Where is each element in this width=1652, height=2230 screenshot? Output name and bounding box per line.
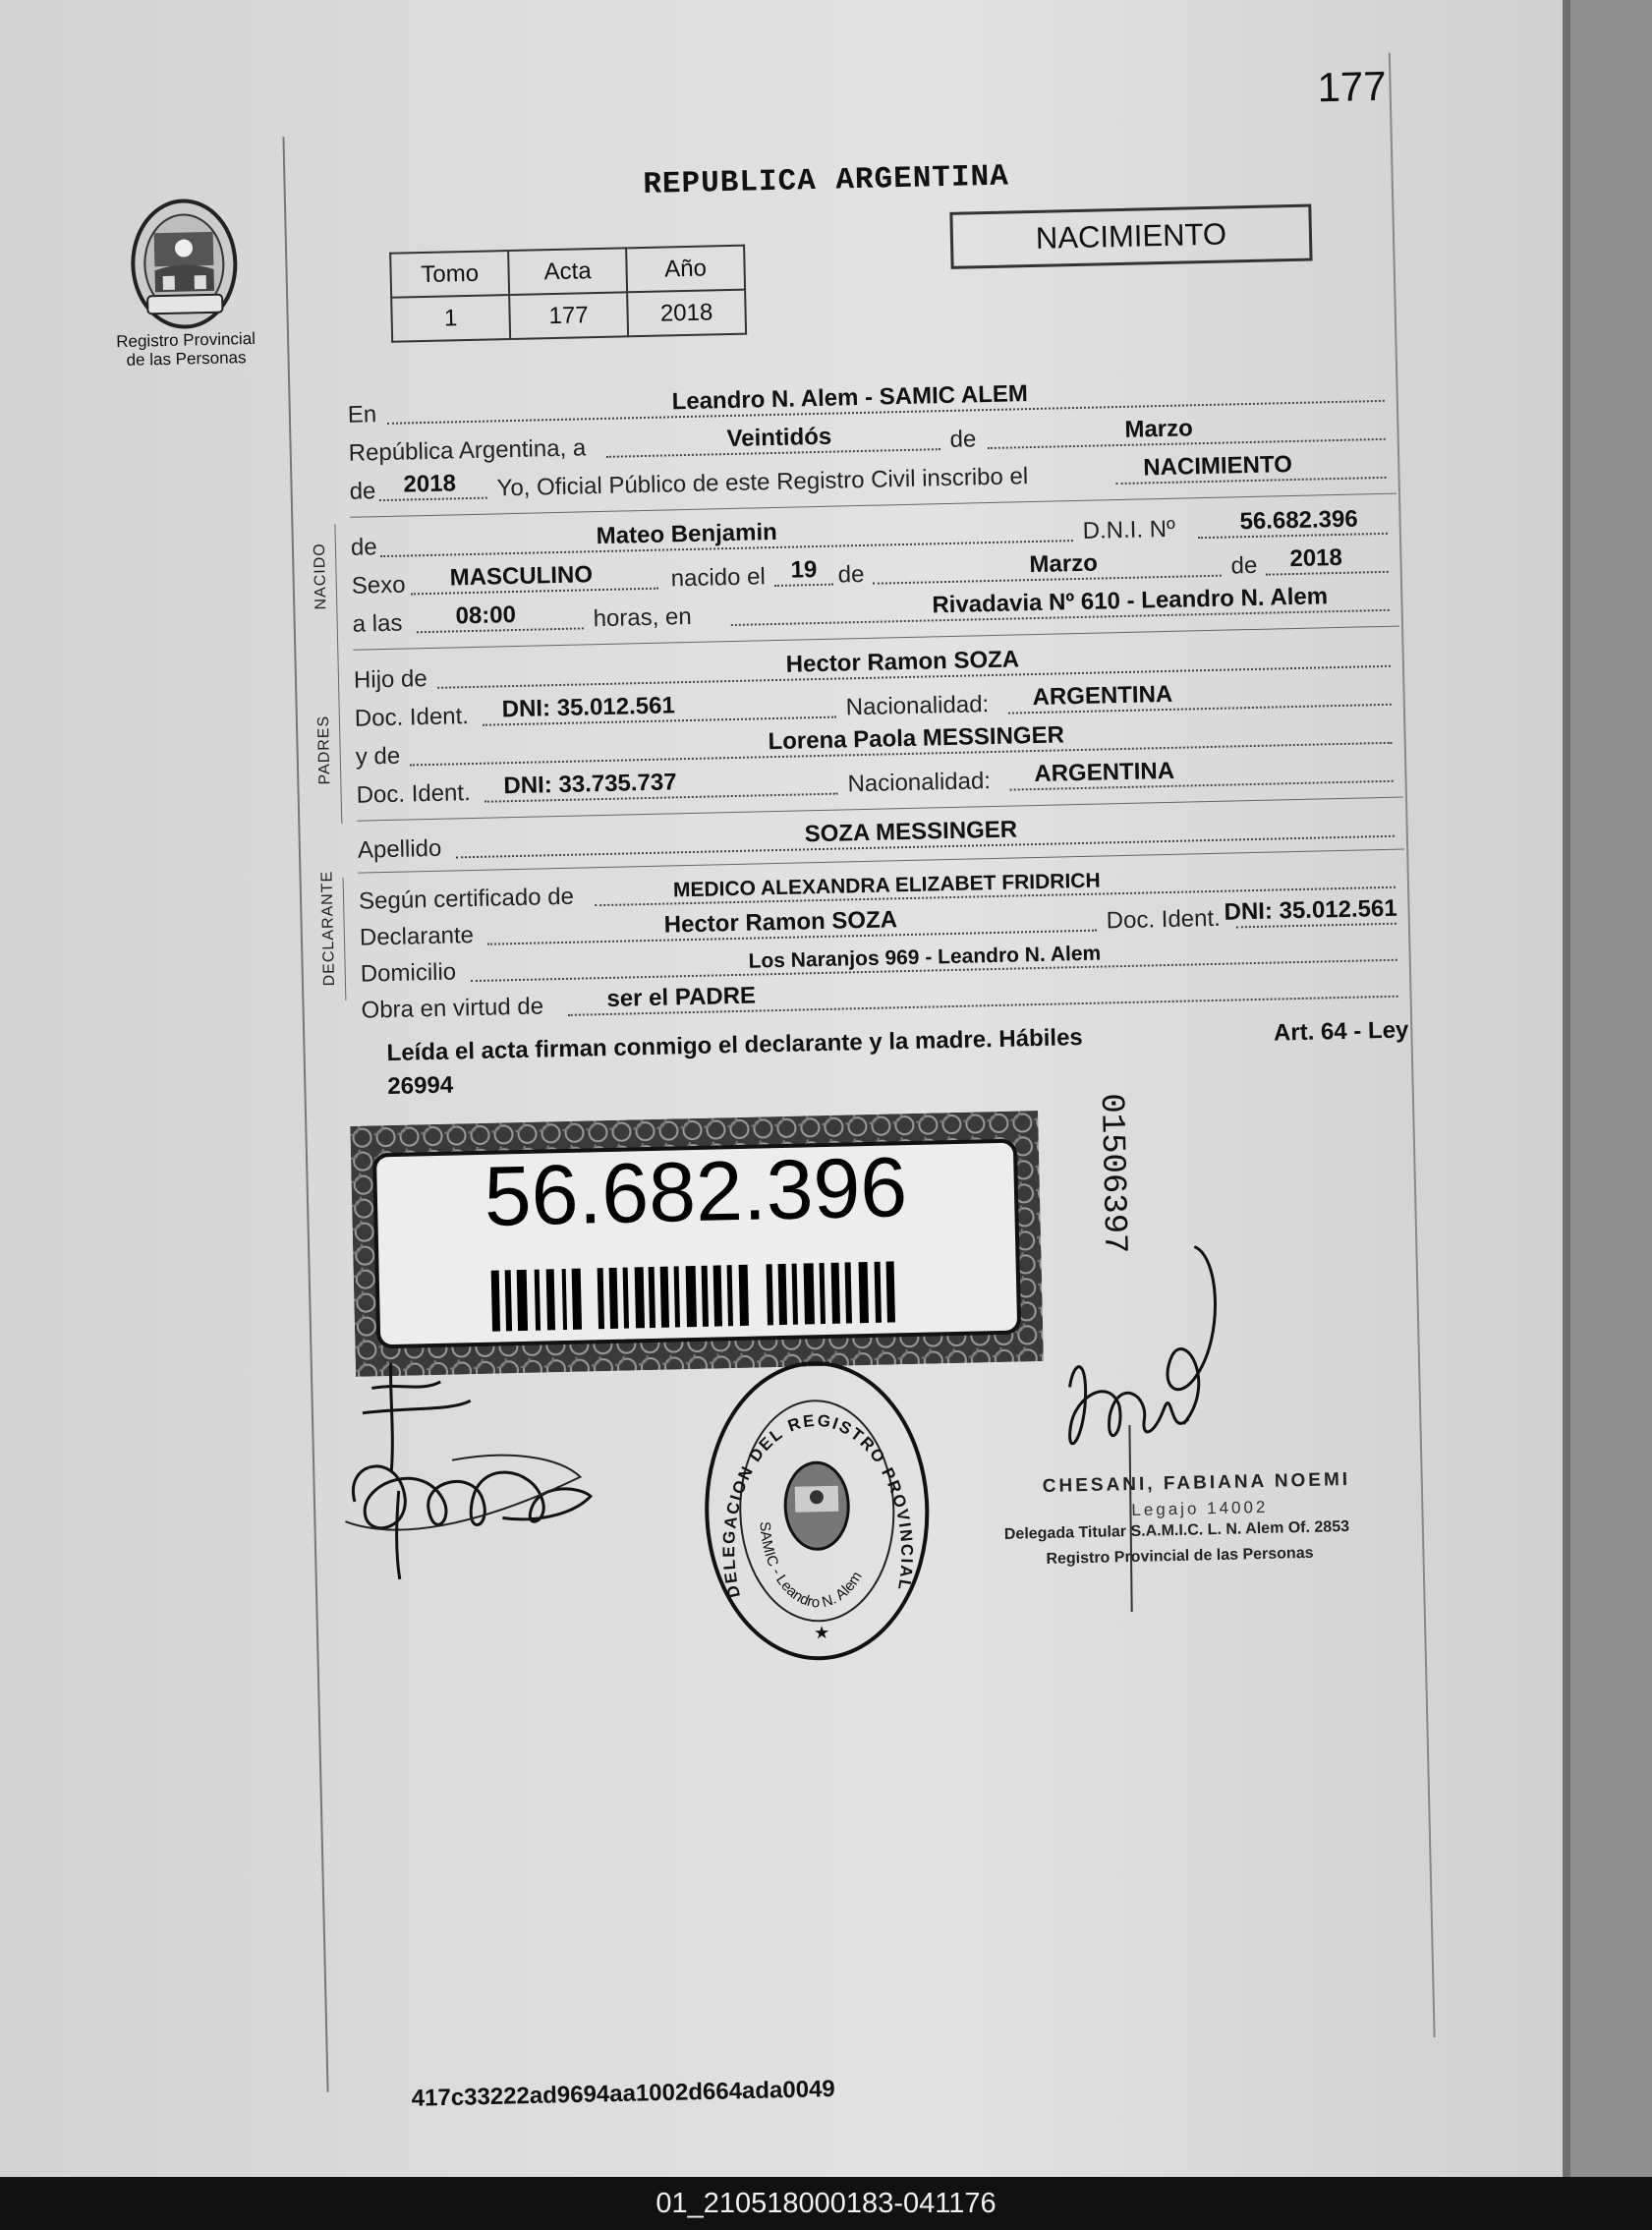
label-nac-father: Nacionalidad: (845, 691, 990, 721)
header-anio: Año (626, 246, 745, 293)
label-horas: horas, en (593, 602, 693, 633)
official-office: Registro Provincial de las Personas (1046, 1544, 1314, 1568)
label-alas: a las (352, 609, 403, 638)
label-doc-mother: Doc. Ident. (356, 779, 471, 809)
value-time: 08:00 (455, 600, 517, 630)
label-declarante: Declarante (359, 922, 475, 951)
section-declarante-label: DECLARANTE (318, 870, 339, 987)
label-republica: República Argentina, a (348, 434, 587, 467)
label-en: En (347, 401, 377, 429)
value-obra: ser el PADRE (606, 982, 757, 1012)
value-declarante: Hector Ramon SOZA (663, 906, 898, 939)
value-birth-place: Rivadavia Nº 610 - Leandro N. Alem (932, 583, 1329, 619)
registry-logo (109, 192, 260, 370)
svg-text:★: ★ (813, 1623, 830, 1643)
label-nacido: nacido el (670, 563, 767, 593)
value-tomo: 1 (391, 295, 510, 342)
value-mother-nat: ARGENTINA (1034, 757, 1175, 788)
logo-caption-2: de las Personas (126, 348, 247, 370)
barcode-icon (491, 1261, 895, 1331)
registry-stamp-icon (696, 1351, 939, 1671)
value-sexo: MASCULINO (449, 561, 594, 592)
label-de-birth-month: de (837, 560, 865, 589)
label-nac-mother: Nacionalidad: (847, 768, 992, 798)
side-bar (334, 524, 338, 657)
section-padres-label: PADRES (314, 715, 334, 785)
side-bar (343, 878, 347, 1001)
value-father-nat: ARGENTINA (1032, 680, 1173, 712)
value-certificado: MEDICO ALEXANDRA ELIZABET FRIDRICH (672, 869, 1101, 902)
value-birth-day: 19 (790, 556, 818, 584)
label-yde: y de (355, 742, 401, 771)
value-year: 2018 (403, 470, 457, 498)
label-doc-declarante: Doc. Ident. (1106, 904, 1222, 935)
value-place: Leandro N. Alem - SAMIC ALEM (671, 380, 1029, 416)
label-apellido: Apellido (357, 834, 442, 864)
sticker-dni-number: 56.682.396 (483, 1140, 909, 1244)
label-doc-father: Doc. Ident. (354, 703, 470, 732)
value-mother-name: Lorena Paola MESSINGER (768, 721, 1065, 756)
official-legajo: Legajo 14002 (1131, 1497, 1269, 1519)
document-title: REPUBLICA ARGENTINA (643, 159, 1010, 202)
svg-text:DELEGACION DEL REGISTRO PROVIN: DELEGACION DEL REGISTRO PROVINCIAL (719, 1410, 917, 1600)
signature-left (332, 1348, 612, 1595)
left-margin-line (282, 137, 328, 2092)
section-nacido-label: NACIDO (311, 543, 330, 610)
closing-law-1: Art. 64 - Ley (1273, 1016, 1409, 1047)
serial-text: 01506397 (1091, 1092, 1133, 1255)
header-tomo: Tomo (390, 251, 509, 298)
footer-id-strip: 01_210518000183-041176 (0, 2177, 1652, 2230)
label-certificado: Según certificado de (358, 883, 575, 915)
value-dni: 56.682.396 (1239, 505, 1358, 536)
label-obra: Obra en virtud de (361, 993, 544, 1024)
value-father-doc: DNI: 35.012.561 (501, 692, 676, 723)
value-anio: 2018 (627, 290, 746, 337)
label-de-month: de (949, 426, 977, 453)
label-hijo: Hijo de (353, 665, 428, 694)
value-domicilio: Los Naranjos 969 - Leandro N. Alem (748, 942, 1102, 973)
signature-icon (332, 1348, 612, 1590)
label-de-name: de (350, 534, 377, 561)
value-inscribe: NACIMIENTO (1142, 451, 1293, 482)
side-bar (337, 657, 342, 824)
registry-table (389, 245, 747, 343)
dni-sticker (350, 1111, 1044, 1377)
official-stamp (696, 1351, 939, 1676)
value-day: Veintidós (726, 423, 832, 453)
page-number: 177 (1317, 62, 1388, 111)
value-father-name: Hector Ramon SOZA (785, 646, 1020, 678)
official-role: Delegada Titular S.A.M.I.C. L. N. Alem Of. 2853 (1003, 1517, 1350, 1543)
value-birth-year: 2018 (1289, 543, 1343, 573)
official-name: CHESANI, FABIANA NOEMI (1042, 1468, 1351, 1498)
value-declarante-doc: DNI: 35.012.561 (1224, 894, 1397, 926)
document-hash: 417c33222ad9694aa1002d664ada0049 (411, 2075, 836, 2112)
closing-statement (386, 1013, 1409, 1104)
value-mother-doc: DNI: 33.735.737 (503, 769, 677, 800)
label-domicilio: Domicilio (360, 958, 457, 988)
record-type-box: NACIMIENTO (949, 204, 1312, 269)
label-de-birth-year: de (1230, 551, 1258, 580)
closing-law-2: 26994 (387, 1071, 454, 1101)
logo-caption-1: Registro Provincial (116, 328, 256, 352)
header-acta: Acta (508, 248, 627, 295)
value-acta: 177 (509, 292, 628, 339)
oficial-text: Yo, Oficial Público de este Registro Civil inscribo el (496, 463, 1029, 502)
label-sexo: Sexo (351, 571, 406, 600)
closing-text: Leída el acta firman conmigo el declarante y la madre. Hábiles (386, 1024, 1084, 1067)
value-apellido: SOZA MESSINGER (804, 816, 1018, 848)
value-month: Marzo (1124, 415, 1194, 443)
value-child-name: Mateo Benjamin (596, 518, 778, 550)
label-de-year: de (349, 478, 376, 505)
value-birth-month: Marzo (1029, 549, 1099, 579)
label-dni: D.N.I. Nº (1082, 515, 1176, 544)
svg-text:SAMIC - Leandro N. Alem: SAMIC - Leandro N. Alem (756, 1520, 866, 1612)
